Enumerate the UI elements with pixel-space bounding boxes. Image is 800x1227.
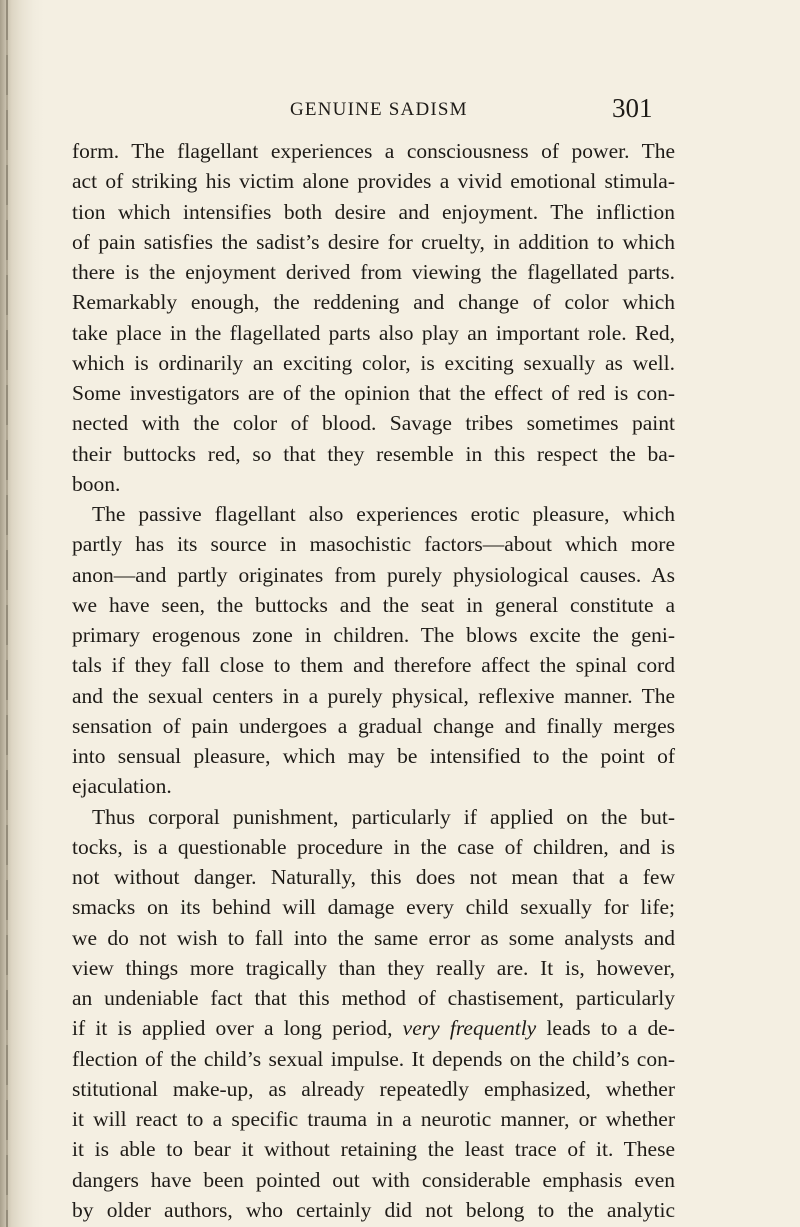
page-number: 301 — [612, 93, 653, 123]
running-head — [0, 92, 800, 122]
text-line: an undeniable fact that this method of chastisement, particularly — [72, 986, 675, 1010]
text-line: Some investigators are of the opinion that the effect of red is con- — [72, 381, 675, 405]
text-line: there is the enjoyment derived from viewing the flagellated parts. — [72, 260, 675, 284]
text-line: tion which intensifies both desire and enjoyment. The infliction — [72, 199, 675, 224]
text-line: view things more tragically than they really are. It is, however, — [72, 955, 675, 980]
text-line: smacks on its behind will damage every child sexually for life; — [72, 895, 675, 920]
paragraph-start-line: The passive flagellant also experiences erotic pleasure, which — [92, 502, 675, 526]
text-line: their buttocks red, so that they resemble in this respect the ba- — [72, 441, 675, 466]
text-line: primary erogenous zone in children. The blows excite the geni- — [72, 623, 675, 647]
text-line: we have seen, the buttocks and the seat in general constitute a — [72, 592, 675, 617]
text-line: it is able to bear it without retaining the least trace of it. These — [72, 1137, 675, 1162]
text-line: take place in the flagellated parts also play an important role. Red, — [72, 320, 675, 345]
text-line: it will react to a specific trauma in a neurotic manner, or whether — [72, 1107, 675, 1131]
text-line: flection of the child’s sexual impulse. It depends on the child’s con- — [72, 1046, 675, 1071]
paragraph-end-line: ejaculation. — [72, 774, 172, 799]
text-line-with-emphasis — [72, 1013, 675, 1043]
italic-emphasis: very frequently — [402, 1016, 537, 1041]
paragraph-end-line: boon. — [72, 471, 121, 496]
text-line: stitutional make-up, as already repeatedly emphasized, whether — [72, 1076, 675, 1101]
text-line: act of striking his victim alone provides a vivid emotional stimula- — [72, 169, 675, 194]
text-line: dangers have been pointed out with considerable emphasis even — [72, 1167, 675, 1192]
chapter-title: GENUINE SADISM — [290, 99, 468, 120]
text-line: sensation of pain undergoes a gradual change and finally merges — [72, 713, 675, 738]
text-line: into sensual pleasure, which may be intensified to the point of — [72, 744, 675, 768]
text-line: by older authors, who certainly did not belong to the analytic — [72, 1197, 675, 1222]
text-segment: if it is applied over a long period, — [72, 1016, 403, 1041]
text-line: partly has its source in masochistic factors—about which more — [72, 532, 675, 557]
text-line: form. The flagellant experiences a consciousness of power. The — [72, 139, 675, 163]
text-line: anon—and partly originates from purely physiological causes. As — [72, 562, 675, 587]
text-line: and the sexual centers in a purely physical, reflexive manner. The — [72, 683, 675, 708]
text-line: we do not wish to fall into the same error as some analysts and — [72, 925, 675, 950]
text-line: nected with the color of blood. Savage tribes sometimes paint — [72, 411, 675, 436]
text-line: not without danger. Naturally, this does not mean that a few — [72, 865, 675, 889]
paragraph-start-line: Thus corporal punishment, particularly if applied on the but- — [92, 804, 675, 829]
text-line: Remarkably enough, the reddening and change of color which — [72, 290, 675, 315]
text-line: which is ordinarily an exciting color, is exciting sexually as well. — [72, 350, 675, 375]
text-segment: leads to a de- — [536, 1016, 675, 1041]
body-text — [72, 136, 675, 1225]
text-line: tals if they fall close to them and therefore affect the spinal cord — [72, 653, 675, 678]
text-line: of pain satisfies the sadist’s desire for cruelty, in addition to which — [72, 229, 675, 254]
text-line: tocks, is a questionable procedure in the case of children, and is — [72, 834, 675, 859]
